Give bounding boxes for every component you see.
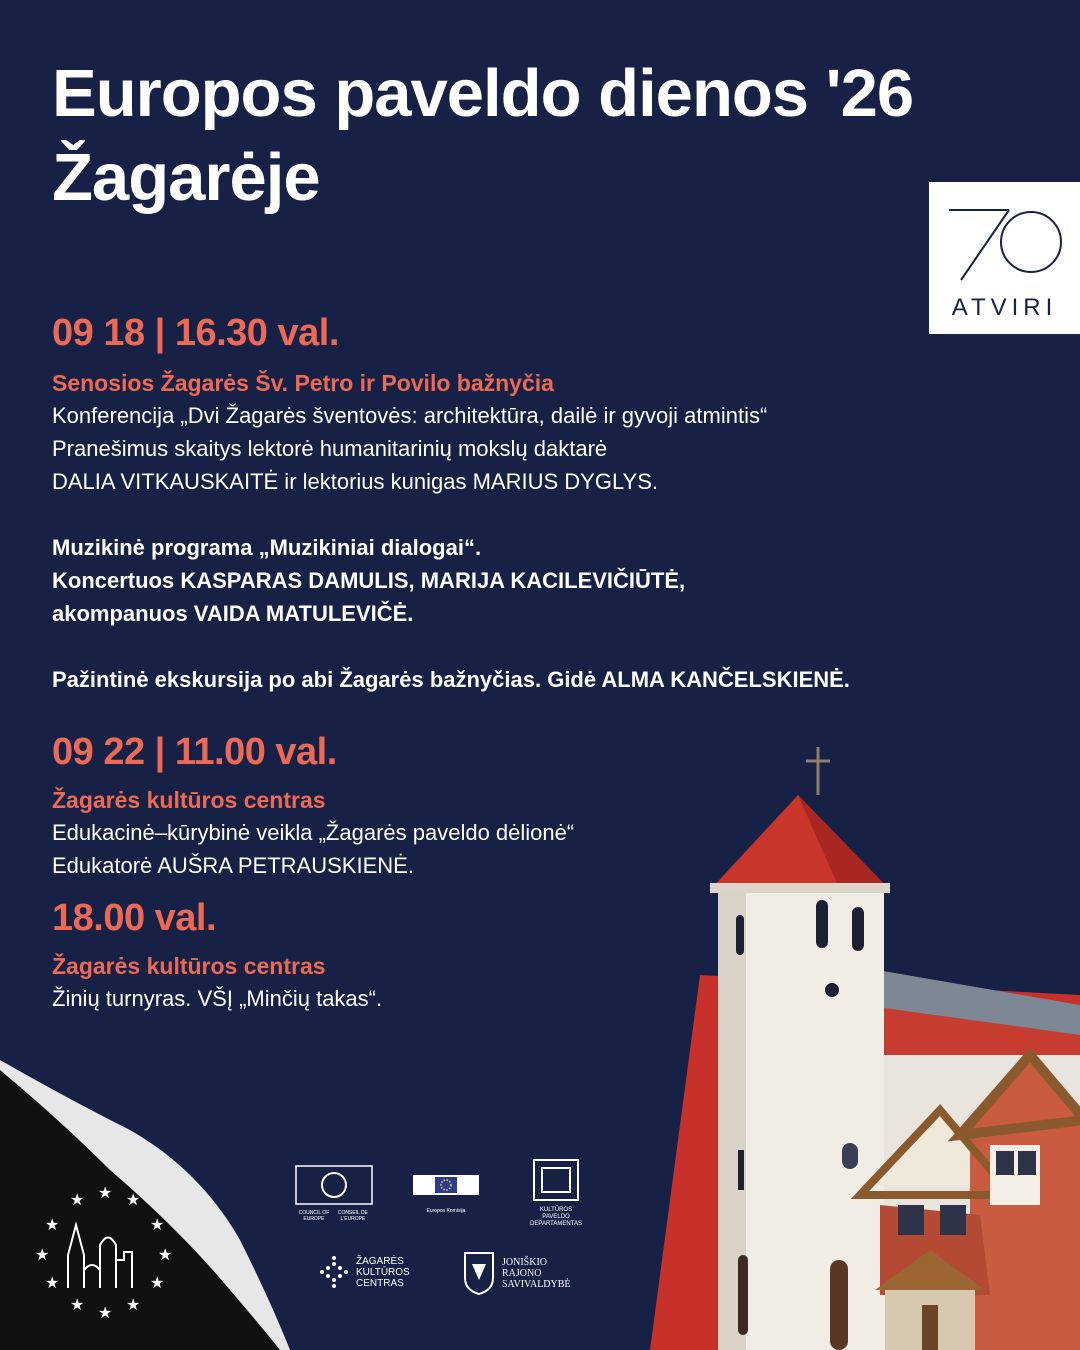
european-commission-logo [405, 1165, 487, 1214]
music-line: Muzikinė programa „Muzikiniai dialogai“. [52, 535, 482, 560]
event-date: 09 22 | 11.00 val. [52, 731, 337, 773]
svg-text:★: ★ [70, 1295, 85, 1314]
council-of-europe-icon [295, 1165, 373, 1205]
music-line: akompanuos VAIDA MATULEVIČĖ. [52, 601, 414, 626]
title-line-2: Žagarėje [52, 140, 320, 215]
council-caption-fr: CONSEIL DE L'EUROPE [337, 1210, 368, 1222]
tour-line: Pažintinė ekskursija po abi Žagarės bažnyčias. Gidė ALMA KANČELSKIENĖ. [52, 667, 850, 692]
music-line: Koncertuos KASPARAS DAMULIS, MARIJA KACILEVIČIŪTĖ, [52, 568, 686, 593]
svg-text:★: ★ [126, 1295, 141, 1314]
kpd-logo [522, 1158, 590, 1228]
joniskis-municipality-logo [462, 1250, 592, 1296]
european-commission-icon [405, 1165, 487, 1203]
event-1 [52, 311, 1012, 696]
dotted-cross-icon [318, 1254, 350, 1290]
kpd-icon [522, 1158, 590, 1202]
church-illustration [640, 735, 1080, 1350]
svg-text:★: ★ [158, 1245, 173, 1264]
event-venue: Žagarės kultūros centras [52, 787, 326, 813]
svg-text:★: ★ [126, 1190, 141, 1209]
coat-of-arms-icon [462, 1250, 496, 1296]
svg-text:★: ★ [45, 1273, 60, 1292]
70-logo-icon [929, 182, 1080, 292]
event-line: Pranešimus skaitys lektorė humanitarinių mokslų daktarė [52, 436, 608, 461]
svg-text:★: ★ [70, 1190, 85, 1209]
svg-text:★: ★ [150, 1273, 165, 1292]
event-date: 09 18 | 16.30 val. [52, 312, 339, 354]
svg-text:★: ★ [98, 1303, 113, 1322]
atviri-word: ATVIRI [951, 294, 1058, 321]
joniskis-caption: JONIŠKIO RAJONO SAVIVALDYBĖ [502, 1256, 571, 1290]
event-line: Edukacinė–kūrybinė veikla „Žagarės paveldo dėlionė“ [52, 820, 575, 845]
event-venue: Senosios Žagarės Šv. Petro ir Povilo bažnyčia [52, 370, 554, 396]
event-date: 18.00 val. [52, 897, 217, 939]
event-line: DALIA VITKAUSKAITĖ ir lektorius kunigas MARIUS DYGLYS. [52, 469, 659, 494]
event-line: Konferencija „Dvi Žagarės šventovės: architektūra, dailė ir gyvoji atmintis“ [52, 403, 768, 428]
council-of-europe-logo [295, 1165, 373, 1222]
heritage-days-emblem [0, 1060, 290, 1350]
svg-text:★: ★ [98, 1183, 113, 1202]
partner-logos [290, 1150, 620, 1310]
event-venue: Žagarės kultūros centras [52, 953, 326, 979]
event-line: Edukatorė AUŠRA PETRAUSKIENĖ. [52, 853, 414, 878]
svg-text:★: ★ [35, 1245, 50, 1264]
svg-text:★: ★ [45, 1215, 60, 1234]
event-line: Žinių turnyras. VŠĮ „Minčių takas“. [52, 986, 383, 1011]
page-title [52, 52, 1042, 220]
council-caption-en: COUNCIL OF EUROPE [298, 1210, 330, 1222]
eu-caption: Europos Komisija [426, 1208, 466, 1214]
zkc-caption: ŽAGARĖS KULTŪROS CENTRAS [356, 1255, 410, 1289]
kpd-caption: KULTŪROS PAVELDO DEPARTAMENTAS [530, 1207, 582, 1227]
title-line-1: Europos paveldo dienos '26 [52, 56, 914, 131]
svg-text:★: ★ [150, 1215, 165, 1234]
zagare-culture-centre-logo [318, 1254, 428, 1290]
